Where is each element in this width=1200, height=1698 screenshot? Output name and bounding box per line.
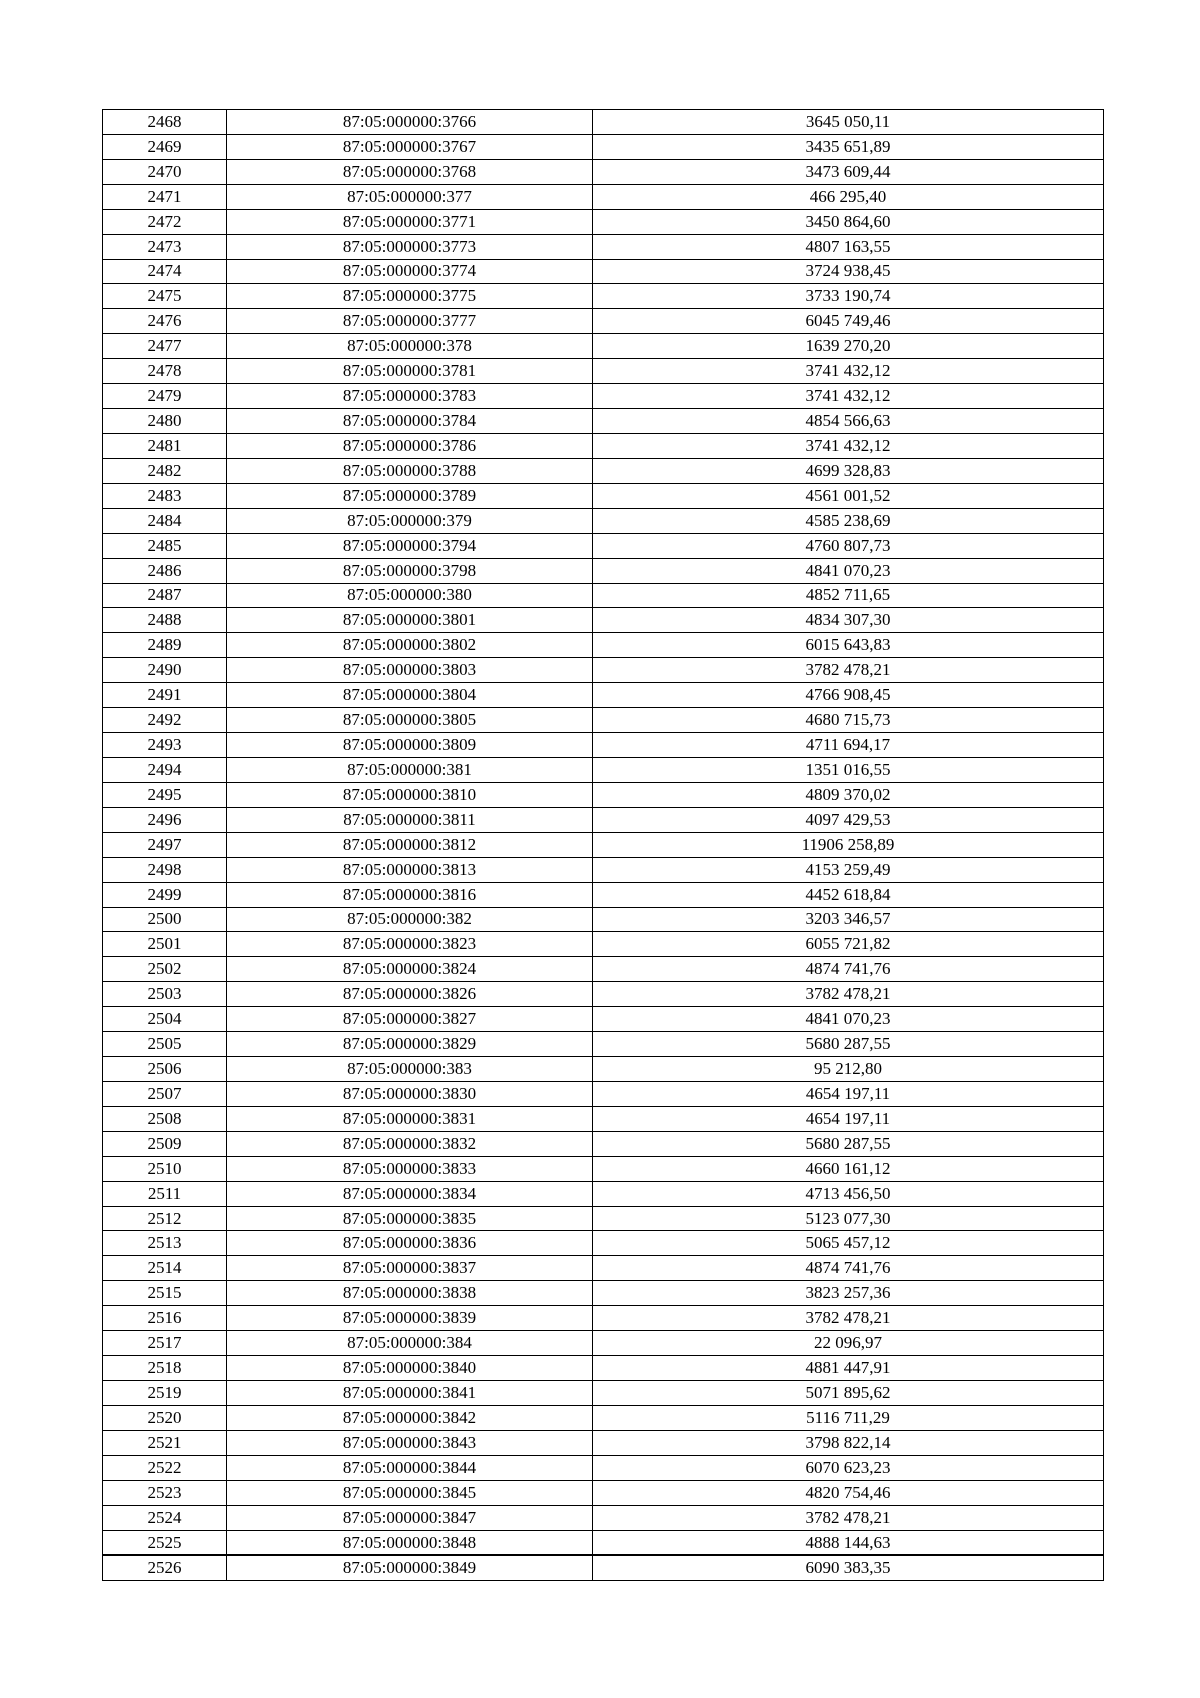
row-number-cell: 2486 bbox=[103, 558, 227, 583]
cadastral-value-cell: 4854 566,63 bbox=[593, 409, 1104, 434]
row-number-cell: 2517 bbox=[103, 1331, 227, 1356]
table-row bbox=[103, 1331, 1104, 1356]
row-number-cell: 2479 bbox=[103, 384, 227, 409]
cadastral-number-cell: 87:05:000000:3794 bbox=[227, 533, 593, 558]
table-row bbox=[103, 957, 1104, 982]
cadastral-number-cell: 87:05:000000:3775 bbox=[227, 284, 593, 309]
cadastral-value-cell: 4153 259,49 bbox=[593, 857, 1104, 882]
row-number-cell: 2499 bbox=[103, 882, 227, 907]
row-number-cell: 2480 bbox=[103, 409, 227, 434]
table-row bbox=[103, 184, 1104, 209]
cadastral-number-cell: 87:05:000000:3768 bbox=[227, 159, 593, 184]
table-row bbox=[103, 1131, 1104, 1156]
cadastral-value-cell: 1351 016,55 bbox=[593, 757, 1104, 782]
table-row bbox=[103, 433, 1104, 458]
cadastral-number-cell: 87:05:000000:384 bbox=[227, 1331, 593, 1356]
cadastral-number-cell: 87:05:000000:3774 bbox=[227, 259, 593, 284]
row-number-cell: 2469 bbox=[103, 134, 227, 159]
row-number-cell: 2476 bbox=[103, 309, 227, 334]
cadastral-number-cell: 87:05:000000:3831 bbox=[227, 1106, 593, 1131]
table-row bbox=[103, 1156, 1104, 1181]
row-number-cell: 2523 bbox=[103, 1480, 227, 1505]
table-row bbox=[103, 683, 1104, 708]
cadastral-number-cell: 87:05:000000:3826 bbox=[227, 982, 593, 1007]
row-number-cell: 2492 bbox=[103, 708, 227, 733]
row-number-cell: 2518 bbox=[103, 1356, 227, 1381]
cadastral-number-cell: 87:05:000000:3777 bbox=[227, 309, 593, 334]
row-number-cell: 2516 bbox=[103, 1306, 227, 1331]
cadastral-number-cell: 87:05:000000:3835 bbox=[227, 1206, 593, 1231]
cadastral-number-cell: 87:05:000000:3844 bbox=[227, 1455, 593, 1480]
cadastral-value-cell: 5123 077,30 bbox=[593, 1206, 1104, 1231]
row-number-cell: 2475 bbox=[103, 284, 227, 309]
table-row bbox=[103, 1306, 1104, 1331]
cadastral-number-cell: 87:05:000000:3843 bbox=[227, 1430, 593, 1455]
cadastral-value-cell: 1639 270,20 bbox=[593, 334, 1104, 359]
row-number-cell: 2507 bbox=[103, 1081, 227, 1106]
table-row bbox=[103, 658, 1104, 683]
table-row bbox=[103, 932, 1104, 957]
cadastral-number-cell: 87:05:000000:3837 bbox=[227, 1256, 593, 1281]
row-number-cell: 2487 bbox=[103, 583, 227, 608]
table-row bbox=[103, 1206, 1104, 1231]
table-row bbox=[103, 1281, 1104, 1306]
table-row bbox=[103, 384, 1104, 409]
table-row bbox=[103, 1231, 1104, 1256]
cadastral-value-cell: 6015 643,83 bbox=[593, 633, 1104, 658]
table-row bbox=[103, 1106, 1104, 1131]
cadastral-number-cell: 87:05:000000:3803 bbox=[227, 658, 593, 683]
cadastral-number-cell: 87:05:000000:3836 bbox=[227, 1231, 593, 1256]
table-row bbox=[103, 982, 1104, 1007]
table-row bbox=[103, 284, 1104, 309]
cadastral-value-cell: 4713 456,50 bbox=[593, 1181, 1104, 1206]
cadastral-number-cell: 87:05:000000:3824 bbox=[227, 957, 593, 982]
cadastral-value-cell: 6070 623,23 bbox=[593, 1455, 1104, 1480]
table-row bbox=[103, 533, 1104, 558]
cadastral-number-cell: 87:05:000000:3773 bbox=[227, 234, 593, 259]
table-row bbox=[103, 907, 1104, 932]
cadastral-value-cell: 4841 070,23 bbox=[593, 558, 1104, 583]
cadastral-value-cell: 4874 741,76 bbox=[593, 957, 1104, 982]
cadastral-number-cell: 87:05:000000:3842 bbox=[227, 1405, 593, 1430]
table-row bbox=[103, 234, 1104, 259]
row-number-cell: 2520 bbox=[103, 1405, 227, 1430]
row-number-cell: 2508 bbox=[103, 1106, 227, 1131]
cadastral-value-cell: 95 212,80 bbox=[593, 1057, 1104, 1082]
cadastral-number-cell: 87:05:000000:3847 bbox=[227, 1505, 593, 1530]
cadastral-number-cell: 87:05:000000:3805 bbox=[227, 708, 593, 733]
cadastral-number-cell: 87:05:000000:3840 bbox=[227, 1356, 593, 1381]
table-row bbox=[103, 110, 1104, 135]
table-row bbox=[103, 633, 1104, 658]
table-row bbox=[103, 334, 1104, 359]
cadastral-number-cell: 87:05:000000:3804 bbox=[227, 683, 593, 708]
table-row bbox=[103, 1555, 1104, 1580]
row-number-cell: 2509 bbox=[103, 1131, 227, 1156]
cadastral-value-cell: 4807 163,55 bbox=[593, 234, 1104, 259]
table-row bbox=[103, 708, 1104, 733]
table-row bbox=[103, 1505, 1104, 1530]
cadastral-value-cell: 3645 050,11 bbox=[593, 110, 1104, 135]
table-row bbox=[103, 1032, 1104, 1057]
row-number-cell: 2493 bbox=[103, 733, 227, 758]
table-row bbox=[103, 1057, 1104, 1082]
row-number-cell: 2488 bbox=[103, 608, 227, 633]
table-row bbox=[103, 1430, 1104, 1455]
row-number-cell: 2468 bbox=[103, 110, 227, 135]
cadastral-number-cell: 87:05:000000:3849 bbox=[227, 1555, 593, 1580]
row-number-cell: 2489 bbox=[103, 633, 227, 658]
table-row bbox=[103, 1007, 1104, 1032]
row-number-cell: 2490 bbox=[103, 658, 227, 683]
row-number-cell: 2474 bbox=[103, 259, 227, 284]
cadastral-value-cell: 4820 754,46 bbox=[593, 1480, 1104, 1505]
cadastral-value-cell: 3782 478,21 bbox=[593, 1505, 1104, 1530]
row-number-cell: 2482 bbox=[103, 458, 227, 483]
cadastral-value-cell: 3724 938,45 bbox=[593, 259, 1104, 284]
cadastral-value-cell: 4852 711,65 bbox=[593, 583, 1104, 608]
table-row bbox=[103, 782, 1104, 807]
table-row bbox=[103, 508, 1104, 533]
table-row bbox=[103, 583, 1104, 608]
cadastral-number-cell: 87:05:000000:3833 bbox=[227, 1156, 593, 1181]
table-row bbox=[103, 134, 1104, 159]
cadastral-number-cell: 87:05:000000:3827 bbox=[227, 1007, 593, 1032]
table-row bbox=[103, 159, 1104, 184]
cadastral-number-cell: 87:05:000000:3829 bbox=[227, 1032, 593, 1057]
cadastral-value-cell: 4585 238,69 bbox=[593, 508, 1104, 533]
cadastral-value-cell: 4711 694,17 bbox=[593, 733, 1104, 758]
row-number-cell: 2510 bbox=[103, 1156, 227, 1181]
cadastral-value-cell: 3782 478,21 bbox=[593, 658, 1104, 683]
cadastral-value-cell: 22 096,97 bbox=[593, 1331, 1104, 1356]
cadastral-value-cell: 4452 618,84 bbox=[593, 882, 1104, 907]
table-row bbox=[103, 1480, 1104, 1505]
cadastral-number-cell: 87:05:000000:383 bbox=[227, 1057, 593, 1082]
table-row bbox=[103, 359, 1104, 384]
row-number-cell: 2522 bbox=[103, 1455, 227, 1480]
cadastral-value-cell: 3741 432,12 bbox=[593, 384, 1104, 409]
table-row bbox=[103, 309, 1104, 334]
table-row bbox=[103, 807, 1104, 832]
cadastral-value-cell: 5680 287,55 bbox=[593, 1131, 1104, 1156]
cadastral-value-cell: 4841 070,23 bbox=[593, 1007, 1104, 1032]
row-number-cell: 2526 bbox=[103, 1555, 227, 1580]
cadastral-value-cell: 4881 447,91 bbox=[593, 1356, 1104, 1381]
cadastral-number-cell: 87:05:000000:3767 bbox=[227, 134, 593, 159]
row-number-cell: 2519 bbox=[103, 1381, 227, 1406]
cadastral-number-cell: 87:05:000000:3781 bbox=[227, 359, 593, 384]
table-row bbox=[103, 882, 1104, 907]
table-row bbox=[103, 1081, 1104, 1106]
cadastral-value-cell: 5680 287,55 bbox=[593, 1032, 1104, 1057]
table-row bbox=[103, 259, 1104, 284]
cadastral-value-cell: 4766 908,45 bbox=[593, 683, 1104, 708]
row-number-cell: 2500 bbox=[103, 907, 227, 932]
cadastral-value-cell: 4834 307,30 bbox=[593, 608, 1104, 633]
table-row bbox=[103, 1381, 1104, 1406]
row-number-cell: 2483 bbox=[103, 483, 227, 508]
table-row bbox=[103, 857, 1104, 882]
row-number-cell: 2513 bbox=[103, 1231, 227, 1256]
cadastral-value-cell: 4654 197,11 bbox=[593, 1081, 1104, 1106]
table-row bbox=[103, 1530, 1104, 1555]
table-row bbox=[103, 1356, 1104, 1381]
table-row bbox=[103, 458, 1104, 483]
table-row bbox=[103, 209, 1104, 234]
cadastral-value-cell: 3823 257,36 bbox=[593, 1281, 1104, 1306]
cadastral-number-cell: 87:05:000000:380 bbox=[227, 583, 593, 608]
cadastral-number-cell: 87:05:000000:3766 bbox=[227, 110, 593, 135]
row-number-cell: 2524 bbox=[103, 1505, 227, 1530]
cadastral-number-cell: 87:05:000000:3816 bbox=[227, 882, 593, 907]
row-number-cell: 2470 bbox=[103, 159, 227, 184]
row-number-cell: 2502 bbox=[103, 957, 227, 982]
cadastral-value-cell: 4874 741,76 bbox=[593, 1256, 1104, 1281]
cadastral-number-cell: 87:05:000000:3789 bbox=[227, 483, 593, 508]
table-row bbox=[103, 1405, 1104, 1430]
cadastral-value-cell: 4680 715,73 bbox=[593, 708, 1104, 733]
cadastral-number-cell: 87:05:000000:3788 bbox=[227, 458, 593, 483]
table-row bbox=[103, 832, 1104, 857]
cadastral-value-cell: 6045 749,46 bbox=[593, 309, 1104, 334]
row-number-cell: 2496 bbox=[103, 807, 227, 832]
cadastral-number-cell: 87:05:000000:3810 bbox=[227, 782, 593, 807]
row-number-cell: 2481 bbox=[103, 433, 227, 458]
cadastral-number-cell: 87:05:000000:3839 bbox=[227, 1306, 593, 1331]
cadastral-number-cell: 87:05:000000:3802 bbox=[227, 633, 593, 658]
cadastral-number-cell: 87:05:000000:378 bbox=[227, 334, 593, 359]
row-number-cell: 2512 bbox=[103, 1206, 227, 1231]
cadastral-value-cell: 6090 383,35 bbox=[593, 1555, 1104, 1580]
table-row bbox=[103, 483, 1104, 508]
row-number-cell: 2498 bbox=[103, 857, 227, 882]
cadastral-value-cell: 3473 609,44 bbox=[593, 159, 1104, 184]
cadastral-value-cell: 6055 721,82 bbox=[593, 932, 1104, 957]
row-number-cell: 2514 bbox=[103, 1256, 227, 1281]
table-body bbox=[103, 110, 1104, 1581]
table-row bbox=[103, 558, 1104, 583]
row-number-cell: 2478 bbox=[103, 359, 227, 384]
row-number-cell: 2473 bbox=[103, 234, 227, 259]
cadastral-number-cell: 87:05:000000:3811 bbox=[227, 807, 593, 832]
cadastral-value-cell: 4760 807,73 bbox=[593, 533, 1104, 558]
cadastral-value-cell: 4660 161,12 bbox=[593, 1156, 1104, 1181]
cadastral-number-cell: 87:05:000000:3834 bbox=[227, 1181, 593, 1206]
table-row bbox=[103, 1256, 1104, 1281]
cadastral-value-cell: 3733 190,74 bbox=[593, 284, 1104, 309]
cadastral-number-cell: 87:05:000000:3838 bbox=[227, 1281, 593, 1306]
cadastral-number-cell: 87:05:000000:3832 bbox=[227, 1131, 593, 1156]
row-number-cell: 2501 bbox=[103, 932, 227, 957]
table-row bbox=[103, 608, 1104, 633]
cadastral-value-cell: 3450 864,60 bbox=[593, 209, 1104, 234]
cadastral-number-cell: 87:05:000000:3848 bbox=[227, 1530, 593, 1555]
row-number-cell: 2511 bbox=[103, 1181, 227, 1206]
cadastral-value-cell: 4561 001,52 bbox=[593, 483, 1104, 508]
row-number-cell: 2515 bbox=[103, 1281, 227, 1306]
table-row bbox=[103, 733, 1104, 758]
row-number-cell: 2504 bbox=[103, 1007, 227, 1032]
row-number-cell: 2494 bbox=[103, 757, 227, 782]
cadastral-number-cell: 87:05:000000:3813 bbox=[227, 857, 593, 882]
cadastral-value-cell: 3203 346,57 bbox=[593, 907, 1104, 932]
cadastral-number-cell: 87:05:000000:382 bbox=[227, 907, 593, 932]
row-number-cell: 2503 bbox=[103, 982, 227, 1007]
cadastral-value-cell: 3782 478,21 bbox=[593, 982, 1104, 1007]
table-row bbox=[103, 1181, 1104, 1206]
table-row bbox=[103, 409, 1104, 434]
row-number-cell: 2495 bbox=[103, 782, 227, 807]
row-number-cell: 2477 bbox=[103, 334, 227, 359]
cadastral-value-cell: 4809 370,02 bbox=[593, 782, 1104, 807]
cadastral-value-cell: 3782 478,21 bbox=[593, 1306, 1104, 1331]
cadastral-number-cell: 87:05:000000:381 bbox=[227, 757, 593, 782]
row-number-cell: 2472 bbox=[103, 209, 227, 234]
cadastral-value-table bbox=[102, 109, 1104, 1581]
row-number-cell: 2491 bbox=[103, 683, 227, 708]
row-number-cell: 2506 bbox=[103, 1057, 227, 1082]
cadastral-number-cell: 87:05:000000:3771 bbox=[227, 209, 593, 234]
cadastral-number-cell: 87:05:000000:3801 bbox=[227, 608, 593, 633]
cadastral-value-cell: 3798 822,14 bbox=[593, 1430, 1104, 1455]
cadastral-number-cell: 87:05:000000:3786 bbox=[227, 433, 593, 458]
cadastral-number-cell: 87:05:000000:3841 bbox=[227, 1381, 593, 1406]
cadastral-value-cell: 3741 432,12 bbox=[593, 433, 1104, 458]
row-number-cell: 2521 bbox=[103, 1430, 227, 1455]
cadastral-value-cell: 3435 651,89 bbox=[593, 134, 1104, 159]
cadastral-value-cell: 5065 457,12 bbox=[593, 1231, 1104, 1256]
cadastral-value-cell: 5071 895,62 bbox=[593, 1381, 1104, 1406]
row-number-cell: 2471 bbox=[103, 184, 227, 209]
row-number-cell: 2485 bbox=[103, 533, 227, 558]
cadastral-number-cell: 87:05:000000:3823 bbox=[227, 932, 593, 957]
cadastral-number-cell: 87:05:000000:3784 bbox=[227, 409, 593, 434]
cadastral-number-cell: 87:05:000000:3798 bbox=[227, 558, 593, 583]
table-row bbox=[103, 757, 1104, 782]
cadastral-value-cell: 11906 258,89 bbox=[593, 832, 1104, 857]
cadastral-number-cell: 87:05:000000:377 bbox=[227, 184, 593, 209]
row-number-cell: 2497 bbox=[103, 832, 227, 857]
row-number-cell: 2505 bbox=[103, 1032, 227, 1057]
cadastral-value-cell: 4097 429,53 bbox=[593, 807, 1104, 832]
row-number-cell: 2525 bbox=[103, 1530, 227, 1555]
cadastral-number-cell: 87:05:000000:379 bbox=[227, 508, 593, 533]
cadastral-value-cell: 5116 711,29 bbox=[593, 1405, 1104, 1430]
cadastral-value-cell: 4654 197,11 bbox=[593, 1106, 1104, 1131]
row-number-cell: 2484 bbox=[103, 508, 227, 533]
cadastral-number-cell: 87:05:000000:3845 bbox=[227, 1480, 593, 1505]
table-row bbox=[103, 1455, 1104, 1480]
cadastral-number-cell: 87:05:000000:3830 bbox=[227, 1081, 593, 1106]
cadastral-value-cell: 4888 144,63 bbox=[593, 1530, 1104, 1555]
cadastral-value-cell: 4699 328,83 bbox=[593, 458, 1104, 483]
cadastral-number-cell: 87:05:000000:3809 bbox=[227, 733, 593, 758]
cadastral-number-cell: 87:05:000000:3783 bbox=[227, 384, 593, 409]
cadastral-value-cell: 466 295,40 bbox=[593, 184, 1104, 209]
cadastral-number-cell: 87:05:000000:3812 bbox=[227, 832, 593, 857]
cadastral-value-cell: 3741 432,12 bbox=[593, 359, 1104, 384]
